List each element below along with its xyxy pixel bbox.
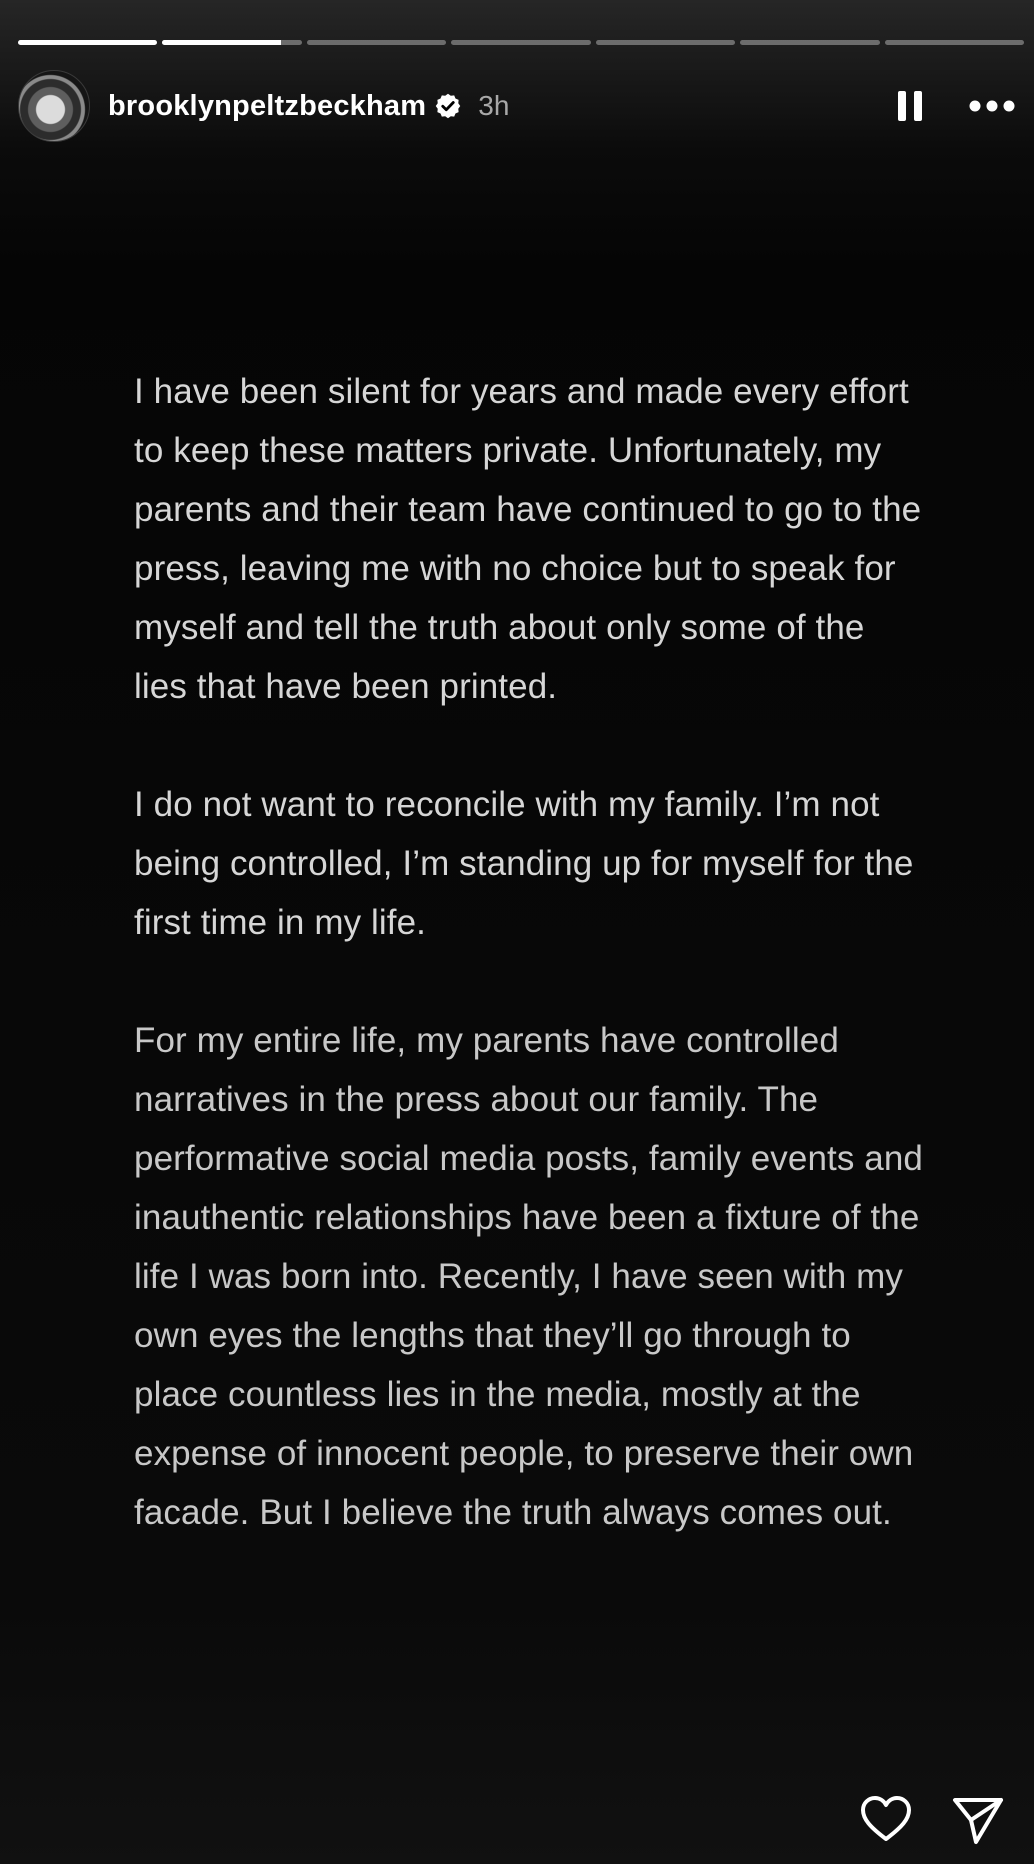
heart-icon[interactable] — [858, 1792, 914, 1848]
progress-segment — [162, 40, 301, 45]
story-header — [18, 70, 1016, 142]
story-actions — [858, 1792, 1006, 1848]
username[interactable]: brooklynpeltzbeckham — [108, 89, 427, 122]
story-text — [134, 362, 924, 1601]
more-options-icon[interactable] — [968, 94, 1016, 118]
verified-badge-icon — [434, 92, 462, 120]
progress-segment — [451, 40, 590, 45]
post-time: 3h — [478, 90, 510, 121]
progress-segment — [18, 40, 157, 45]
progress-segment — [740, 40, 879, 45]
progress-segment — [885, 40, 1024, 45]
story-progress-bar — [18, 40, 1024, 45]
story-paragraph: I have been silent for years and made every effort to keep these matters private. Unfortunately, my parents and their team have continued to go to the press, leaving me with no choice but to speak for myself and tell the truth about only some of the lies that have been printed. — [134, 372, 922, 706]
progress-segment — [307, 40, 446, 45]
progress-segment — [596, 40, 735, 45]
story-paragraph: For my entire life, my parents have controlled narratives in the press about our family. The performative social media posts, family events and inauthentic relationships have been a fixture of the life I was born into. Recently, I have seen with my own eyes the lengths that they’ll go through to place countless lies in the media, mostly at the expense of innocent people, to preserve their own facade. But I believe the truth always comes out. — [134, 1021, 923, 1532]
pause-icon[interactable] — [890, 86, 930, 126]
story-paragraph: I do not want to reconcile with my family. I’m not being controlled, I’m standing up for myself for the first time in my life. — [134, 785, 914, 942]
avatar[interactable] — [18, 70, 90, 142]
send-icon[interactable] — [950, 1792, 1006, 1848]
